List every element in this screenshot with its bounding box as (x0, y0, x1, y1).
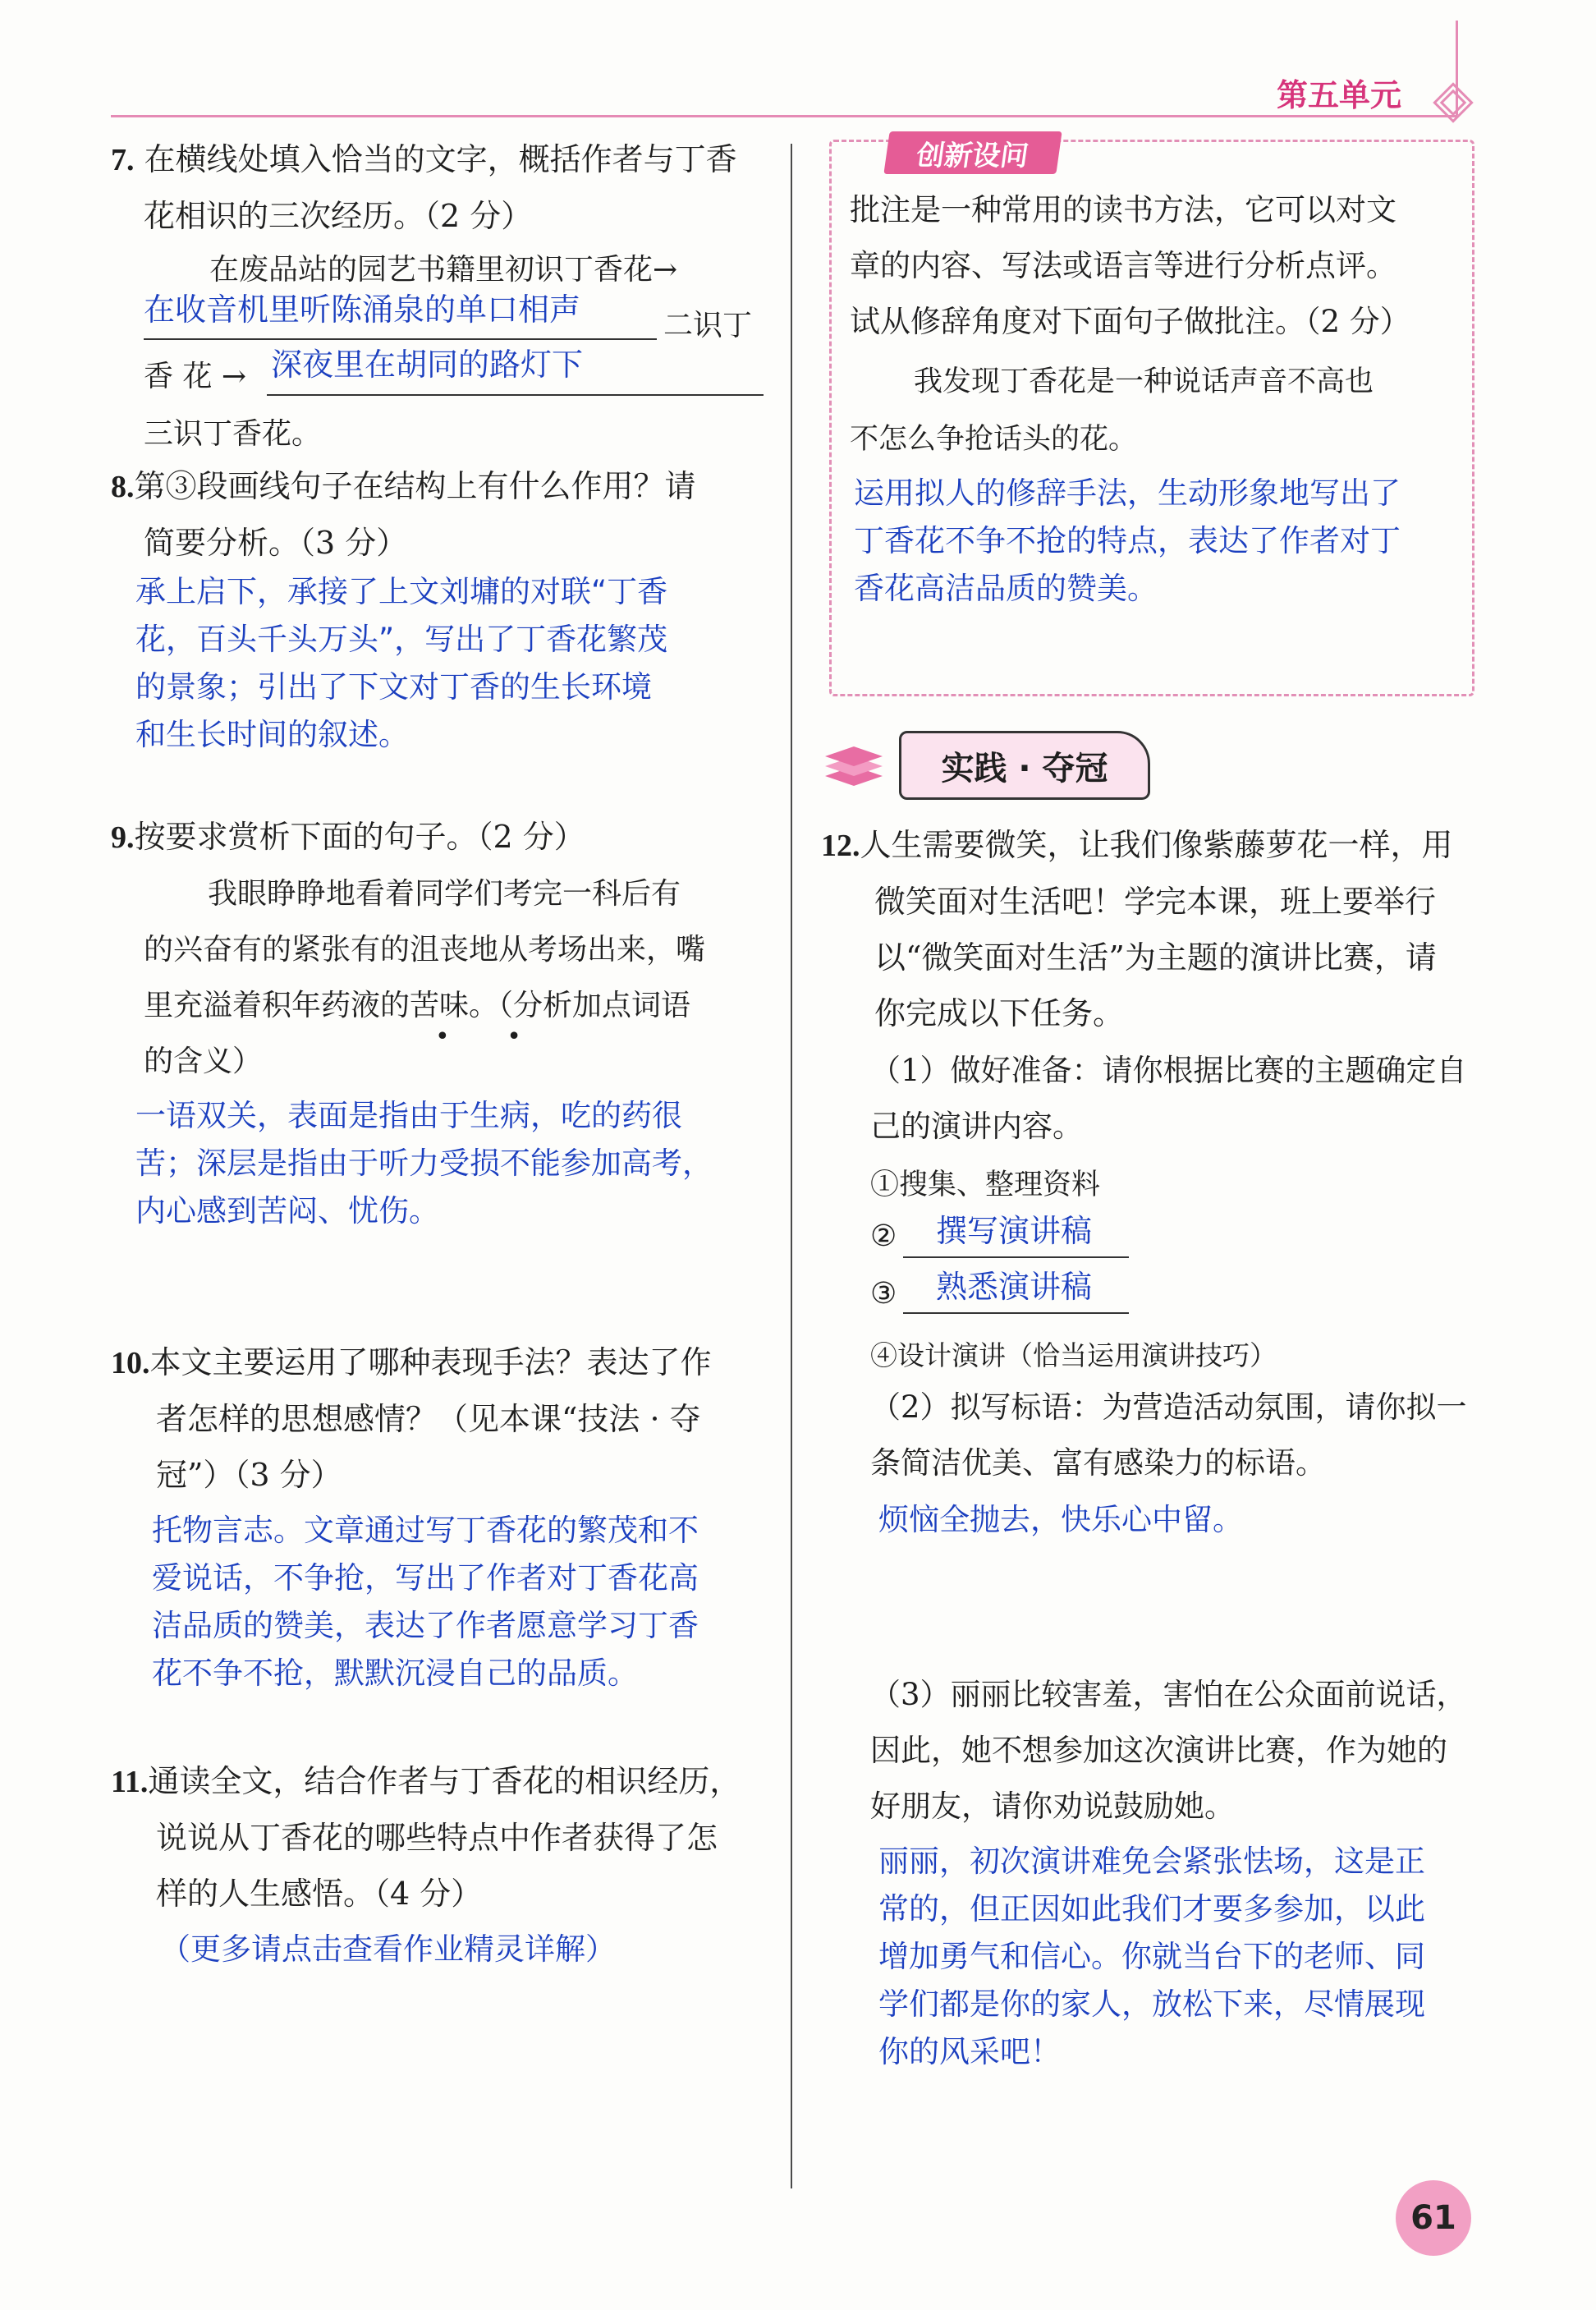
quote-line: 我眼睁睁地看着同学们考完一科后有 (208, 877, 681, 911)
question-text: 冠”）（3 分） (156, 1457, 342, 1493)
q9-quote (144, 866, 776, 1090)
q11-answer-link[interactable]: （更多请点击查看作业精灵详解） (160, 1931, 616, 1967)
q12-step-3-label: ③ (870, 1277, 897, 1311)
q7-line-a: 在废品站的园艺书籍里初识丁香花→ (209, 253, 678, 287)
answer-line-text: 花，百头千头万头”，写出了丁香花繁茂 (135, 622, 668, 657)
question-7 (111, 131, 768, 244)
answer-line-text: 托物言志。文章通过写丁香花的繁茂和不 (152, 1513, 699, 1548)
question-text: 在横线处填入恰当的文字，概括作者与丁香 (144, 141, 737, 177)
q12-part-2-answer[interactable]: 烦恼全抛去，快乐心中留。 (878, 1502, 1243, 1537)
question-text: 你完成以下任务。 (874, 995, 1125, 1031)
answer-line-text: 丁香花不争不抢的特点，表达了作者对丁 (854, 523, 1401, 558)
q7-answer-a[interactable]: 在收音机里听陈涌泉的单口相声 (144, 292, 581, 328)
question-text: 试从修辞角度对下面句子做批注。（2 分） (850, 304, 1410, 339)
q12-step-3-answer[interactable]: 熟悉演讲稿 (936, 1269, 1093, 1305)
page-number: 61 (1396, 2180, 1471, 2256)
question-text: 因此，她不想参加这次演讲比赛，作为她的 (870, 1733, 1447, 1768)
question-text: 以“微笑面对生活”为主题的演讲比赛，请 (874, 939, 1437, 976)
question-text: 第③段画线句子在结构上有什么作用？请 (134, 468, 696, 504)
q7-second-b: 香 花 → (144, 360, 247, 393)
question-text: （1）做好准备：请你根据比赛的主题确定自 (870, 1053, 1467, 1088)
answer-line-text: 增加勇气和信心。你就当台下的老师、同 (878, 1939, 1425, 1974)
answer-line (267, 394, 764, 396)
innovation-answer[interactable] (854, 470, 1478, 613)
question-8 (111, 458, 768, 571)
column-divider (791, 144, 792, 2188)
question-12 (821, 817, 1478, 1041)
question-10 (111, 1334, 768, 1503)
answer-line-text: 花不争不抢，默默沉浸自己的品质。 (152, 1656, 638, 1691)
question-text: 条简洁优美、富有感染力的标语。 (870, 1445, 1326, 1481)
answer-line-text: 洁品质的赞美，表达了作者愿意学习丁香 (152, 1608, 699, 1643)
innovation-tab: 创新设问 (883, 131, 1062, 174)
question-text: 花相识的三次经历。（2 分） (144, 198, 533, 234)
question-number: 9. (111, 820, 135, 855)
quote-line: 里充溢着积年药液的苦味。（分析加点词语 (144, 989, 691, 1022)
answer-line-text: 内心感到苦闷、忧伤。 (135, 1193, 439, 1228)
unit-title: 第五单元 (1277, 77, 1402, 113)
answer-line-text: 爱说话，不争抢，写出了作者对丁香花高 (152, 1560, 699, 1596)
answer-line-text: 和生长时间的叙述。 (135, 717, 409, 752)
answer-line-text: 的景象；引出了下文对丁香的生长环境 (135, 669, 652, 705)
question-text: 微笑面对生活吧！学完本课，班上要举行 (874, 884, 1437, 920)
answer-line-text: 香花高洁品质的赞美。 (854, 571, 1158, 606)
question-9 (111, 809, 768, 866)
question-text: 说说从丁香花的哪些特点中作者获得了怎 (156, 1820, 718, 1856)
question-text: 按要求赏析下面的句子。（2 分） (134, 819, 585, 855)
question-text: 样的人生感悟。（4 分） (156, 1876, 483, 1912)
answer-line-text: 你的风采吧！ (878, 2034, 1061, 2069)
answer-line (144, 338, 657, 340)
answer-line (903, 1256, 1129, 1258)
answer-line-text: 丽丽，初次演讲难免会紧张怯场，这是正 (878, 1844, 1425, 1879)
quote-line: 的兴奋有的紧张有的沮丧地从考场出来，嘴 (144, 933, 706, 967)
answer-line-text: 苦；深层是指由于听力受损不能参加高考， (135, 1146, 713, 1181)
q12-part-3 (870, 1667, 1478, 1835)
innovation-question (850, 182, 1465, 350)
answer-line (903, 1312, 1129, 1314)
practice-title: 实践 · 夺冠 (899, 731, 1150, 800)
question-text: （3）丽丽比较害羞，害怕在公众面前说话， (870, 1677, 1467, 1712)
question-number: 12. (821, 829, 860, 863)
question-text: 己的演讲内容。 (870, 1109, 1083, 1144)
q12-step-4: ④设计演讲（恰当运用演讲技巧） (870, 1339, 1277, 1371)
answer-line-text: 学们都是你的家人，放松下来，尽情展现 (878, 1986, 1425, 2022)
q12-part-2 (870, 1380, 1478, 1491)
question-text: 批注是一种常用的读书方法，它可以对文 (850, 192, 1396, 227)
question-text: 本文主要运用了哪种表现手法？表达了作 (149, 1344, 712, 1380)
answer-line-text: 常的，但正因如此我们才要多参加，以此 (878, 1891, 1425, 1927)
question-text: 好朋友，请你劝说鼓励她。 (870, 1789, 1235, 1824)
q10-answer[interactable] (152, 1507, 792, 1697)
q12-step-2-label: ② (870, 1219, 897, 1253)
q7-second-a: 二识丁 (663, 309, 753, 342)
answer-line-text: 承上启下，承接了上文刘墉的对联“丁香 (135, 574, 668, 609)
header-rule (111, 115, 1457, 117)
books-stack-icon (821, 735, 887, 792)
question-number: 10. (111, 1346, 150, 1380)
q7-third: 三识丁香花。 (144, 417, 322, 451)
quote-line: 的含义） (144, 1045, 263, 1078)
answer-line-text: 一语双关，表面是指由于生病，吃的药很 (135, 1098, 682, 1133)
question-text: 人生需要微笑，让我们像紫藤萝花一样，用 (860, 827, 1453, 863)
quote-line: 我发现丁香花是一种说话声音不高也 (914, 365, 1374, 398)
quote-line: 不怎么争抢话头的花。 (850, 423, 1138, 456)
q12-part-1 (870, 1043, 1478, 1155)
question-number: 7. (111, 143, 135, 177)
q9-answer[interactable] (135, 1092, 784, 1235)
q12-step-1: ①搜集、整理资料 (870, 1169, 1101, 1201)
question-text: 章的内容、写法或语言等进行分析点评。 (850, 248, 1396, 283)
question-text: 简要分析。（3 分） (144, 525, 408, 561)
answer-line-text: 运用拟人的修辞手法，生动形象地写出了 (854, 475, 1401, 511)
question-11 (111, 1753, 768, 1922)
question-number: 11. (111, 1765, 149, 1799)
question-text: 者怎样的思想感情？（见本课“技法 · 夺 (156, 1401, 701, 1437)
emphasis-dots: • • (435, 1022, 546, 1051)
q12-part-3-answer[interactable] (878, 1838, 1486, 2076)
question-number: 8. (111, 470, 135, 504)
innovation-quote (850, 353, 1465, 468)
q12-step-2-answer[interactable]: 撰写演讲稿 (936, 1213, 1093, 1249)
q7-answer-b[interactable]: 深夜里在胡同的路灯下 (271, 347, 584, 383)
knot-ornament-icon (1429, 78, 1478, 127)
q8-answer[interactable] (135, 568, 776, 759)
question-text: 通读全文，结合作者与丁香花的相识经历， (148, 1763, 741, 1799)
question-text: （2）拟写标语：为营造活动氛围，请你拟一 (870, 1389, 1467, 1425)
